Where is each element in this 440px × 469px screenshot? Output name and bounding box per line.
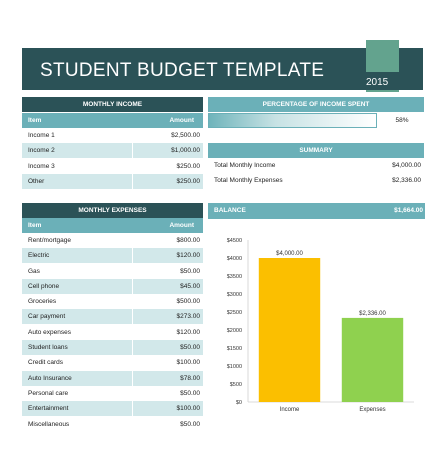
y-tick-label: $3500 [226, 274, 242, 280]
monthly-income-table [22, 128, 203, 189]
monthly-income-column-header [22, 113, 203, 128]
summary-row-expenses [208, 173, 424, 188]
table-row [22, 371, 203, 386]
table-row [22, 386, 203, 401]
table-row [22, 417, 203, 432]
expense-amount[interactable]: $100.00 [133, 401, 203, 416]
page-title: STUDENT BUDGET TEMPLATE [40, 60, 325, 81]
percentage-spent-title: PERCENTAGE OF INCOME SPENT [262, 101, 370, 108]
expense-item[interactable]: Miscellaneous [28, 420, 70, 428]
data-label: $2,336.00 [359, 310, 386, 317]
table-row [22, 294, 203, 309]
y-tick-label: $1000 [226, 364, 242, 370]
table-row [22, 309, 203, 324]
expense-amount[interactable]: $800.00 [176, 237, 200, 244]
income-item[interactable]: Income 2 [22, 143, 132, 158]
data-label: $4,000.00 [276, 251, 303, 257]
table-row [22, 159, 203, 174]
expense-item[interactable]: Cell phone [22, 279, 132, 294]
y-tick-label: $4000 [226, 256, 242, 262]
table-row [22, 401, 203, 416]
percentage-spent-bar [208, 113, 377, 128]
bar-expenses [342, 318, 403, 402]
monthly-income-title: MONTHLY INCOME [82, 101, 143, 108]
y-tick-label: $3000 [226, 292, 242, 298]
expense-amount[interactable]: $120.00 [176, 328, 200, 336]
table-row [22, 340, 203, 355]
expense-item[interactable]: Auto Insurance [22, 371, 132, 386]
summary-label: Total Monthly Expenses [214, 177, 283, 185]
x-tick-label: Expenses [359, 407, 386, 413]
monthly-expenses-title: MONTHLY EXPENSES [78, 207, 147, 214]
table-row [22, 128, 203, 143]
summary-amount: $4,000.00 [392, 162, 421, 169]
expense-amount[interactable]: $50.00 [133, 340, 203, 355]
expense-amount[interactable]: $50.00 [180, 267, 200, 275]
summary-table [208, 158, 424, 189]
expense-item[interactable]: Credit cards [28, 359, 64, 367]
expense-item[interactable]: Rent/mortgage [28, 237, 71, 244]
expense-amount[interactable]: $50.00 [180, 389, 200, 397]
percentage-spent-value: 58% [395, 117, 409, 124]
expense-amount[interactable]: $100.00 [176, 359, 200, 367]
expense-amount[interactable]: $500.00 [176, 298, 200, 306]
expense-amount[interactable]: $273.00 [133, 309, 203, 324]
expense-amount[interactable]: $78.00 [133, 371, 203, 386]
bar-income [259, 258, 320, 402]
table-row [22, 233, 203, 248]
income-amount[interactable]: $2,500.00 [171, 132, 200, 139]
table-row [22, 355, 203, 370]
table-row [22, 143, 203, 158]
income-col-amount: Amount [169, 117, 194, 124]
year-label: 2015 [366, 77, 389, 88]
monthly-income-header [22, 97, 203, 112]
expense-amount[interactable]: $120.00 [133, 248, 203, 263]
summary-row-income [208, 158, 424, 173]
income-amount[interactable]: $250.00 [133, 174, 203, 189]
balance-bar [208, 203, 425, 219]
monthly-expenses-header [22, 203, 203, 218]
table-row [22, 279, 203, 294]
income-item[interactable]: Other [22, 174, 132, 189]
x-tick-label: Income [279, 407, 300, 413]
expenses-col-amount: Amount [169, 222, 194, 229]
y-tick-label: $4500 [226, 238, 242, 244]
income-amount[interactable]: $250.00 [176, 162, 200, 170]
expense-item[interactable]: Auto expenses [28, 328, 72, 336]
expense-item[interactable]: Personal care [28, 389, 69, 397]
expense-amount[interactable]: $50.00 [180, 420, 200, 428]
summary-amount: $2,336.00 [392, 177, 421, 185]
y-tick-label: $2500 [226, 310, 242, 316]
summary-header [208, 143, 424, 158]
y-tick-label: $500 [229, 382, 242, 388]
percentage-spent-header [208, 97, 424, 112]
y-tick-label: $1500 [226, 346, 242, 352]
balance-value: $1,664.00 [394, 207, 423, 214]
expense-item[interactable]: Electric [22, 248, 132, 263]
expense-item[interactable]: Groceries [28, 298, 57, 306]
chart-svg [208, 230, 424, 418]
table-row [22, 325, 203, 340]
expense-item[interactable]: Gas [28, 267, 40, 275]
income-amount[interactable]: $1,000.00 [133, 143, 203, 158]
table-row [22, 248, 203, 263]
expense-amount[interactable]: $45.00 [133, 279, 203, 294]
y-tick-label: $2000 [226, 328, 242, 334]
income-item[interactable]: Income 3 [28, 162, 55, 170]
monthly-expenses-column-header [22, 218, 203, 233]
y-tick-label: $0 [235, 400, 242, 406]
balance-label: BALANCE [214, 207, 246, 214]
income-expenses-chart [208, 230, 424, 418]
expense-item[interactable]: Student loans [22, 340, 132, 355]
expense-item[interactable]: Entertainment [22, 401, 132, 416]
table-row [22, 174, 203, 189]
table-row [22, 264, 203, 279]
income-item[interactable]: Income 1 [28, 132, 55, 139]
monthly-expenses-table [22, 233, 203, 432]
income-col-item: Item [28, 117, 42, 124]
summary-title: SUMMARY [299, 147, 333, 154]
expenses-col-item: Item [28, 222, 42, 229]
expense-item[interactable]: Car payment [22, 309, 132, 324]
summary-label: Total Monthly Income [214, 162, 276, 169]
